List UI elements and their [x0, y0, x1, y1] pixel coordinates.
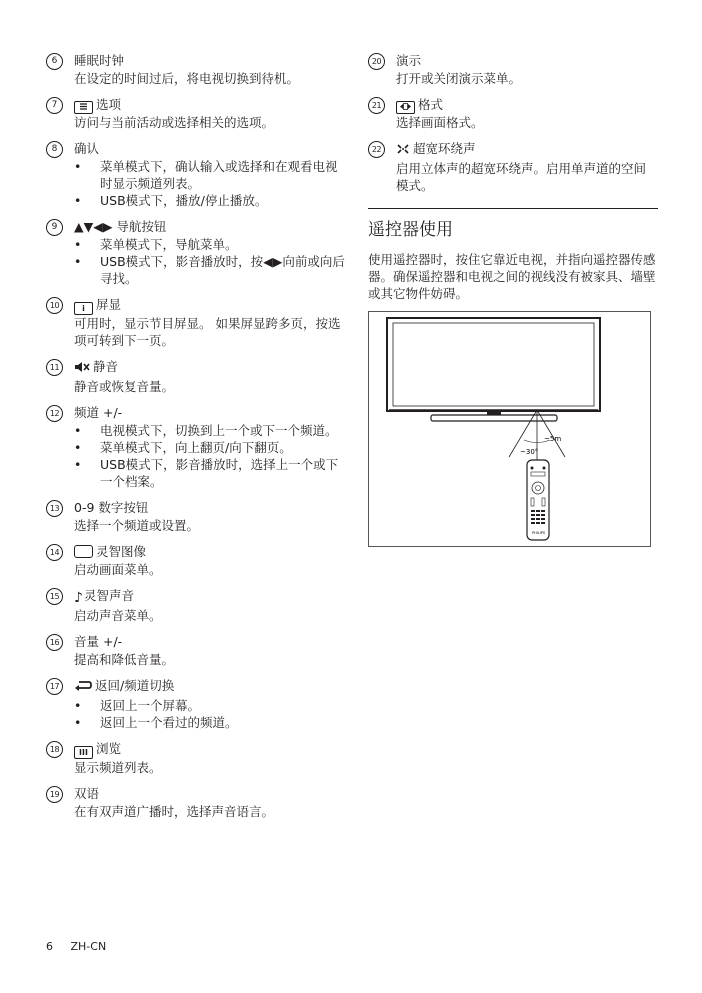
format-icon: [396, 101, 415, 114]
options-icon: [74, 101, 93, 114]
item-title: ▲▼◀▶ 导航按钮: [74, 219, 167, 234]
item-title-row: [396, 96, 658, 114]
item-description: 启动声音菜单。: [74, 608, 162, 623]
info-icon: i: [74, 302, 93, 315]
item-title: 睡眠时钟: [74, 53, 125, 68]
item-description: 可用时，显示节目屏显。 如果屏显跨多页，按选项可转到下一页。: [74, 316, 341, 348]
item-number-badge: 17: [46, 678, 63, 695]
page-number: 6: [46, 940, 53, 953]
item-title: 0-9 数字按钮: [74, 500, 149, 515]
item-title-row: [74, 740, 346, 759]
surround-icon: [396, 142, 410, 160]
item-title: 确认: [74, 141, 100, 156]
item-title: 灵智声音: [83, 588, 134, 603]
remote-control: [527, 460, 549, 540]
item-title-row: [74, 677, 346, 697]
smart-picture-icon: [74, 545, 93, 558]
feature-item-6: [46, 52, 346, 87]
item-title-row: [74, 785, 346, 803]
language-code: ZH-CN: [70, 940, 107, 953]
item-number-badge: 13: [46, 500, 63, 517]
item-title: 演示: [396, 53, 422, 68]
item-title: 格式: [418, 97, 444, 112]
feature-item-17: [46, 677, 346, 731]
right-column: [368, 52, 658, 547]
item-title: 选项: [96, 97, 122, 112]
item-description: 启用立体声的超宽环绕声。启用单声道的空间模式。: [396, 161, 647, 193]
item-number-badge: 22: [368, 141, 385, 158]
feature-item-13: [46, 499, 346, 534]
bullet-item: • 菜单模式下，向上翻页/向下翻页。: [74, 439, 346, 456]
feature-item-15: [46, 587, 346, 624]
section-divider: [368, 208, 658, 209]
bullet-item: • USB模式下，影音播放时，选择上一个或下一个档案。: [74, 456, 346, 490]
item-title: 频道 +/-: [74, 405, 123, 420]
bullet-item: • USB模式下，播放/停止播放。: [74, 192, 346, 209]
feature-item-22: [368, 140, 658, 194]
item-title-row: [74, 140, 346, 158]
item-title: 静音: [93, 359, 119, 374]
remote-usage-figure: [368, 311, 651, 547]
item-description: 选择一个频道或设置。: [74, 518, 200, 533]
page-footer: [46, 940, 120, 953]
item-description: 启动画面菜单。: [74, 562, 162, 577]
section-title: 遥控器使用: [368, 220, 453, 240]
item-title-row: [74, 218, 346, 236]
item-title-row: [74, 358, 346, 378]
item-description: 显示频道列表。: [74, 760, 162, 775]
item-bullet-list: [74, 697, 346, 731]
feature-item-16: [46, 633, 346, 668]
bullet-item: • 菜单模式下，导航菜单。: [74, 236, 346, 253]
item-number-badge: 15: [46, 588, 63, 605]
item-description: 选择画面格式。: [396, 115, 484, 130]
item-bullet-list: [74, 158, 346, 209]
item-number-badge: 19: [46, 786, 63, 803]
feature-item-8: [46, 140, 346, 209]
item-title: 返回/频道切换: [95, 678, 175, 693]
item-description: 访问与当前活动或选择相关的选项。: [74, 115, 275, 130]
item-number-badge: 8: [46, 141, 63, 158]
tv-neck: [487, 411, 501, 415]
item-number-badge: 11: [46, 359, 63, 376]
item-description: 静音或恢复音量。: [74, 379, 175, 394]
browse-icon: III: [74, 746, 93, 759]
item-number-badge: 6: [46, 53, 63, 70]
feature-item-18: [46, 740, 346, 776]
item-number-badge: 18: [46, 741, 63, 758]
back-icon: [74, 679, 92, 697]
feature-item-12: [46, 404, 346, 490]
item-title-row: [396, 140, 658, 160]
item-title-row: [74, 543, 346, 561]
item-bullet-list: [74, 236, 346, 287]
feature-item-9: [46, 218, 346, 287]
item-bullet-list: [74, 422, 346, 490]
smart-sound-icon: ♪: [74, 590, 83, 606]
feature-item-14: [46, 543, 346, 578]
item-title: 超宽环绕声: [413, 141, 476, 156]
feature-item-7: [46, 96, 346, 131]
left-column: [46, 52, 346, 829]
tv-screen: [393, 323, 594, 406]
tv-stand: [431, 415, 557, 421]
feature-item-19: [46, 785, 346, 820]
item-title: 双语: [74, 786, 100, 801]
item-number-badge: 21: [368, 97, 385, 114]
bullet-item: • 返回上一个看过的频道。: [74, 714, 346, 731]
item-description: 打开或关闭演示菜单。: [396, 71, 522, 86]
item-title: 浏览: [96, 741, 122, 756]
item-number-badge: 14: [46, 544, 63, 561]
feature-item-11: [46, 358, 346, 395]
right-items: [368, 52, 658, 194]
mute-icon: [74, 360, 90, 378]
item-number-badge: 16: [46, 634, 63, 651]
section-paragraph: 使用遥控器时，按住它靠近电视，并指向遥控器传感器。确保遥控器和电视之间的视线没有被家具、墙壁或其它物件妨碍。: [368, 252, 656, 301]
item-description: 在设定的时间过后，将电视切换到待机。: [74, 71, 300, 86]
feature-item-10: [46, 296, 346, 349]
item-title: 屏显: [96, 297, 122, 312]
item-title-row: [74, 52, 346, 70]
item-title-row: [74, 404, 346, 422]
item-title-row: [74, 296, 346, 315]
item-number-badge: 10: [46, 297, 63, 314]
item-description: 在有双声道广播时，选择声音语言。: [74, 804, 275, 819]
item-title: 灵智图像: [96, 544, 147, 559]
bullet-item: • 电视模式下，切换到上一个或下一个频道。: [74, 422, 346, 439]
item-title-row: [74, 587, 346, 607]
feature-item-20: [368, 52, 658, 87]
remote-usage-illustration: [369, 312, 650, 546]
feature-item-21: [368, 96, 658, 131]
angle-label: ~30°: [520, 448, 539, 456]
item-title-row: [396, 52, 658, 70]
item-title-row: [74, 633, 346, 651]
item-number-badge: 7: [46, 97, 63, 114]
item-title-row: [74, 499, 346, 517]
bullet-item: • 返回上一个屏幕。: [74, 697, 346, 714]
item-description: 提高和降低音量。: [74, 652, 175, 667]
bullet-item: • 菜单模式下，确认输入或选择和在观看电视时显示频道列表。: [74, 158, 346, 192]
item-number-badge: 20: [368, 53, 385, 70]
remote-brand-logo: PHILIPS: [532, 531, 546, 535]
item-number-badge: 12: [46, 405, 63, 422]
item-number-badge: 9: [46, 219, 63, 236]
item-title: 音量 +/-: [74, 634, 123, 649]
bullet-item: • USB模式下，影音播放时，按◀▶向前或向后寻找。: [74, 253, 346, 287]
item-title-row: [74, 96, 346, 114]
distance-label: ~5m: [544, 435, 562, 443]
